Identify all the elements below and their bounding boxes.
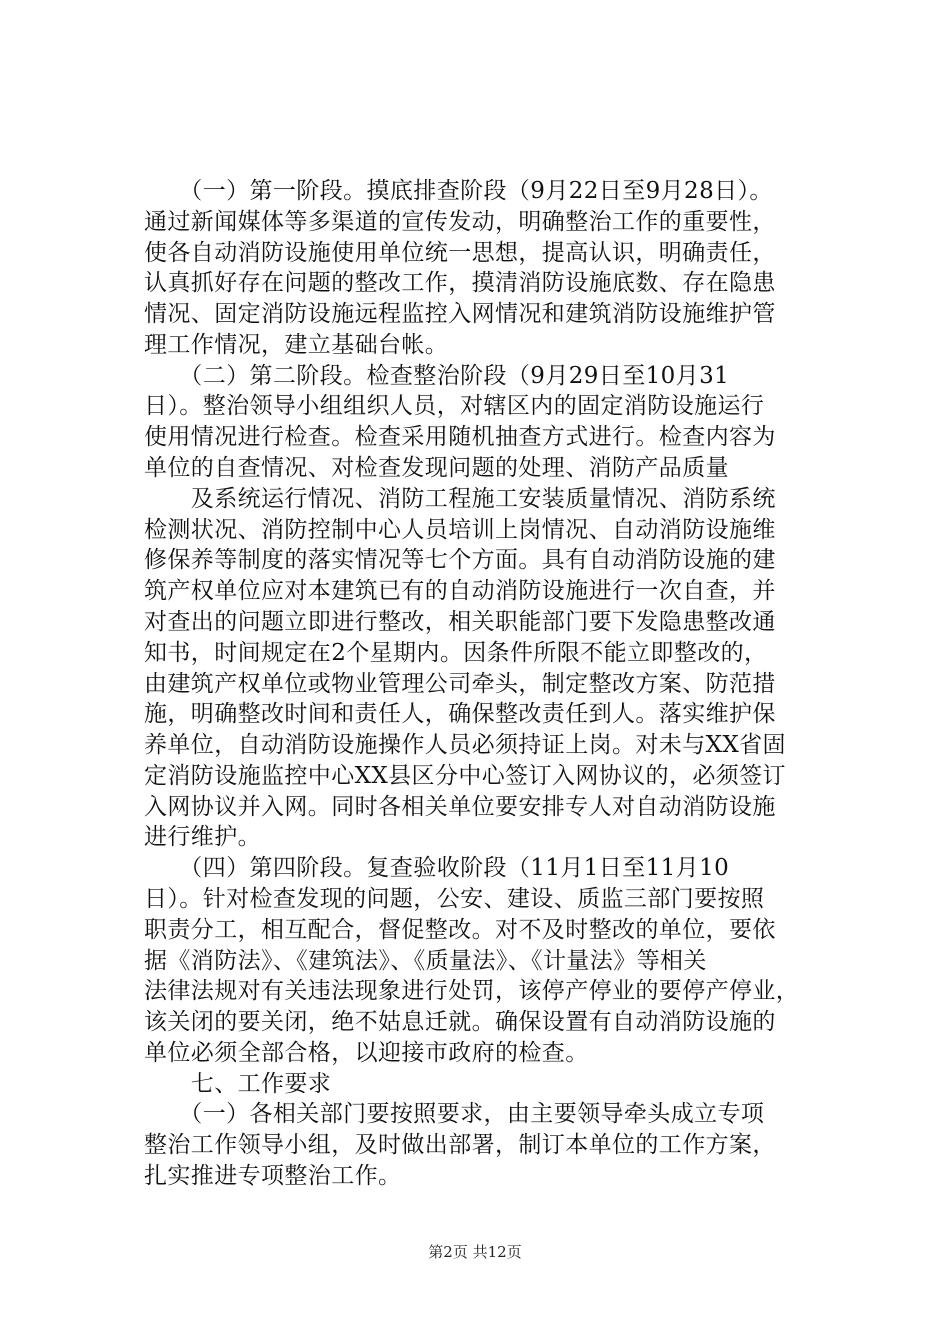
text-line: 及系统运行情况、消防工程施工安装质量情况、消防系统 <box>144 486 776 512</box>
text-line: 单位必须全部合格，以迎接市政府的检查。 <box>144 1040 589 1066</box>
text-line: 养单位，自动消防设施操作人员必须持证上岗。对未与XX省固 <box>144 732 786 758</box>
text-line: 七、工作要求 <box>144 1071 332 1097</box>
text-line: 修保养等制度的落实情况等七个方面。具有自动消防设施的建 <box>144 547 776 573</box>
text-line: 情况、固定消防设施远程监控入网情况和建筑消防设施维护管 <box>144 301 776 327</box>
text-line: （四）第四阶段。复查验收阶段（11月1日至11月10 <box>144 855 730 881</box>
text-line: 入网协议并入网。同时各相关单位要安排专人对自动消防设施 <box>144 794 776 820</box>
text-line: 法律法规对有关违法现象进行处罚，该停产停业的要停产停业， <box>144 978 800 1004</box>
text-line: 施，明确整改时间和责任人，确保整改责任到人。落实维护保 <box>144 701 776 727</box>
text-line: 筑产权单位应对本建筑已有的自动消防设施进行一次自查，并 <box>144 578 776 604</box>
text-line: 由建筑产权单位或物业管理公司牵头，制定整改方案、防范措 <box>144 671 776 697</box>
text-line: 整治工作领导小组，及时做出部署，制订本单位的工作方案， <box>144 1132 776 1158</box>
text-line: 对查出的问题立即进行整改，相关职能部门要下发隐患整改通 <box>144 609 776 635</box>
text-line: 通过新闻媒体等多渠道的宣传发动，明确整治工作的重要性， <box>144 209 776 235</box>
text-line: 单位的自查情况、对检查发现问题的处理、消防产品质量 <box>144 455 729 481</box>
text-line: 使各自动消防设施使用单位统一思想，提高认识，明确责任， <box>144 240 776 266</box>
text-line: 定消防设施监控中心XX县区分中心签订入网协议的，必须签订 <box>144 763 786 789</box>
text-line: （二）第二阶段。检查整治阶段（9月29日至10月31 <box>144 363 730 389</box>
text-line: 扎实推进专项整治工作。 <box>144 1163 402 1189</box>
text-line: （一）第一阶段。摸底排查阶段（9月22日至9月28日）。 <box>144 178 773 204</box>
text-line: 日）。整治领导小组组织人员，对辖区内的固定消防设施运行 <box>144 393 765 419</box>
text-line: 该关闭的要关闭，绝不姑息迁就。确保设置有自动消防设施的 <box>144 1009 776 1035</box>
text-line: 职责分工，相互配合，督促整改。对不及时整改的单位，要依 <box>144 917 776 943</box>
text-line: 据《消防法》、《建筑法》、《质量法》、《计量法》等相关 <box>144 948 707 974</box>
text-line: 进行维护。 <box>144 824 261 850</box>
text-line: 检测状况、消防控制中心人员培训上岗情况、自动消防设施维 <box>144 517 776 543</box>
text-line: 知书，时间规定在2个星期内。因条件所限不能立即整改的， <box>144 640 768 666</box>
text-line: 理工作情况，建立基础台帐。 <box>144 332 449 358</box>
text-line: 认真抓好存在问题的整改工作，摸清消防设施底数、存在隐患 <box>144 270 776 296</box>
page-footer: 第2页 共12页 <box>428 1243 522 1261</box>
text-line: 使用情况进行检查。检查采用随机抽查方式进行。检查内容为 <box>144 424 776 450</box>
text-line: 日）。针对检查发现的问题，公安、建设、质监三部门要按照 <box>144 886 765 912</box>
text-line: （一）各相关部门要按照要求，由主要领导牵头成立专项 <box>144 1101 765 1127</box>
